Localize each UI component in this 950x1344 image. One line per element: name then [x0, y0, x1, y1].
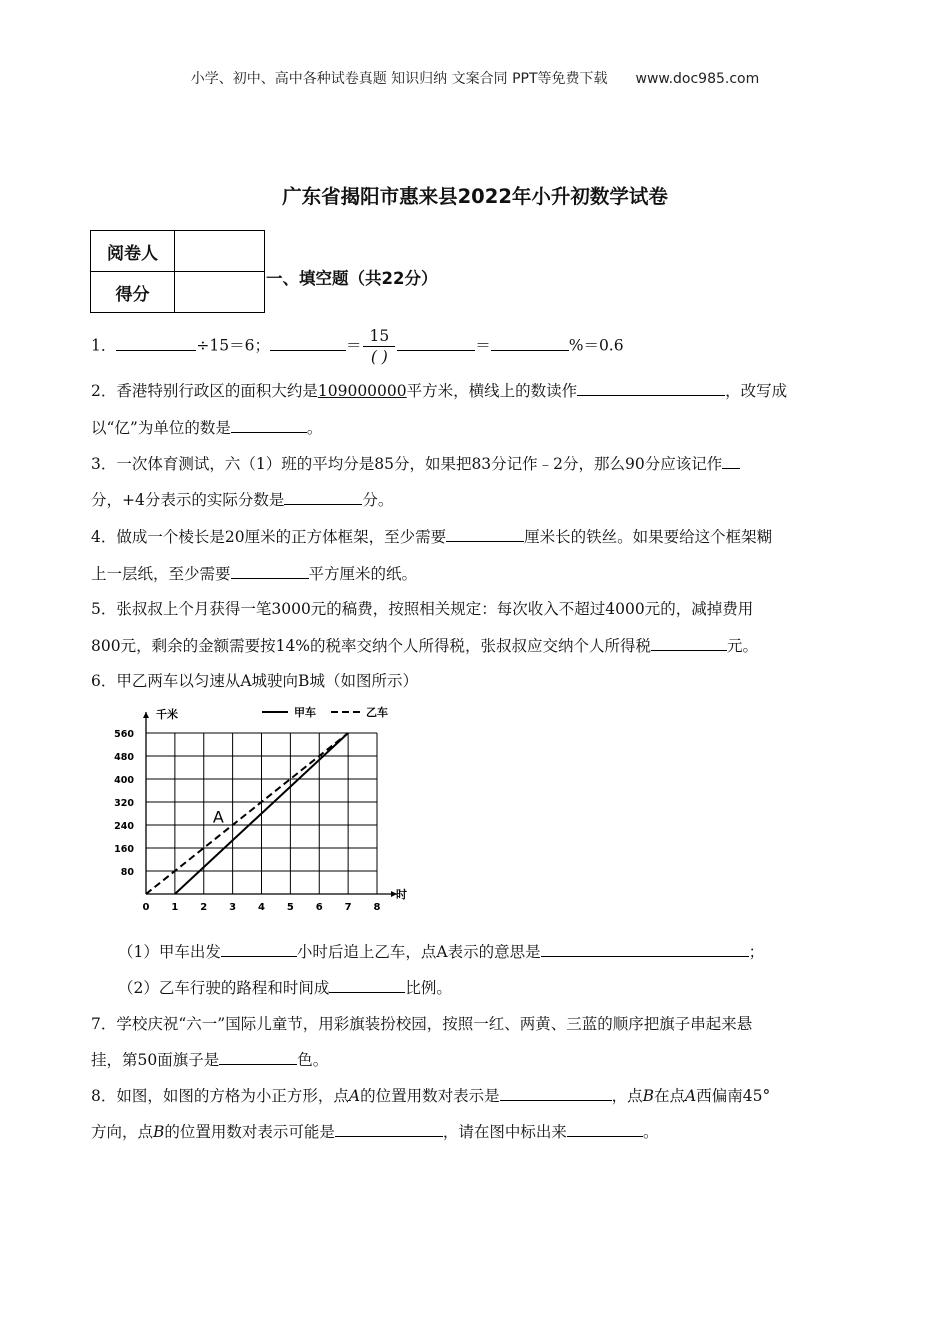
q4-text-d: 平方厘米的纸。 [308, 565, 418, 583]
q8-point-b-2: B [153, 1123, 165, 1141]
series-line-yi [146, 733, 348, 894]
x-tick-label: 2 [200, 902, 208, 913]
q7-text-c: 色。 [297, 1051, 329, 1069]
q8-text-a: 8．如图，如图的方格为小正方形，点 [91, 1087, 349, 1105]
q4-text-b: 厘米长的铁丝。如果要给这个框架糊 [524, 528, 773, 546]
q1-tail: %＝0.6 [568, 336, 624, 355]
x-tick-label: 7 [344, 902, 352, 913]
x-tick-label: 4 [258, 902, 265, 913]
question-6-sub1 [118, 941, 908, 963]
q6-sub2-text-a: （2）乙车行驶的路程和时间成 [118, 979, 330, 997]
q8-text-b: 的位置用数对表示是 [360, 1087, 500, 1105]
q1-fraction [363, 326, 395, 367]
q1-blank-3[interactable] [397, 336, 475, 351]
q5-text-c: 元。 [727, 637, 759, 655]
q8-blank-3[interactable] [567, 1122, 643, 1137]
q6-blank-1[interactable] [221, 942, 297, 957]
fraction-numerator: 15 [363, 326, 395, 347]
question-6 [91, 670, 881, 692]
point-a-label: A [212, 807, 224, 827]
score-box[interactable] [175, 272, 265, 313]
q1-blank-4[interactable] [491, 336, 569, 351]
question-7 [91, 1013, 881, 1035]
question-2-cont [91, 417, 881, 439]
question-3 [91, 453, 881, 475]
q4-blank-2[interactable] [231, 564, 309, 579]
q8-point-a: A [348, 1087, 361, 1105]
score-table [90, 230, 265, 313]
question-2 [91, 380, 881, 402]
q1-blank-2[interactable] [270, 336, 346, 351]
reviewer-label: 阅卷人 [91, 231, 175, 272]
q8-text-h: ，请在图中标出来 [442, 1123, 567, 1141]
q2-blank-1[interactable] [577, 381, 725, 396]
question-7-cont [91, 1049, 881, 1071]
q1-blank-1[interactable] [116, 336, 196, 351]
q6-sub1-text-a: （1）甲车出发 [118, 943, 221, 961]
y-tick-label: 80 [120, 867, 134, 878]
header-url[interactable]: www.doc985.com [635, 71, 760, 87]
header-text: 小学、初中、高中各种试卷真题 知识归纳 文案合同 PPT等免费下载 [190, 71, 608, 87]
q8-text-g: 的位置用数对表示可能是 [164, 1123, 335, 1141]
y-tick-label: 560 [114, 729, 134, 740]
q1-number: 1． [91, 336, 117, 355]
page-header [0, 68, 950, 88]
q6-blank-3[interactable] [329, 978, 405, 993]
legend-label-yi: 乙车 [366, 706, 388, 719]
q8-point-a-2: A [685, 1087, 697, 1105]
q5-blank[interactable] [651, 636, 727, 651]
q1-eq: ＝ [345, 336, 362, 355]
question-4-cont [91, 563, 881, 585]
question-3-cont [91, 489, 881, 511]
q8-point-b: B [642, 1087, 654, 1105]
y-tick-label: 160 [114, 844, 134, 855]
q4-blank-1[interactable] [446, 527, 524, 542]
question-6-sub2 [118, 977, 908, 999]
question-5 [91, 598, 881, 620]
chart-legend [262, 705, 388, 719]
x-tick-label: 6 [315, 902, 323, 913]
q2-text-d: 以“亿”为单位的数是 [91, 419, 231, 437]
q2-blank-2[interactable] [231, 418, 307, 433]
legend-label-jia: 甲车 [294, 706, 316, 719]
x-tick-label: 5 [286, 902, 294, 913]
q2-text-c: ，改写成 [725, 382, 788, 400]
y-axis-label: 千米 [156, 708, 178, 721]
q6-sub2-text-b: 比例。 [405, 979, 452, 997]
q2-text-b: 平方米，横线上的数读作 [406, 382, 578, 400]
x-tick-label: 0 [142, 902, 150, 913]
q7-text-a: 7．学校庆祝“六一”国际儿童节，用彩旗装扮校园，按照一红、两黄、三蓝的顺序把旗子串起来悬 [91, 1015, 753, 1033]
question-4 [91, 526, 881, 548]
page-title: 广东省揭阳市惠来县2022年小升初数学试卷 [282, 185, 668, 208]
question-5-cont [91, 635, 881, 657]
y-tick-label: 400 [114, 775, 134, 786]
x-tick-label: 1 [171, 902, 179, 913]
q2-text-a: 2．香港特别行政区的面积大约是 [91, 382, 318, 400]
q2-text-e: 。 [306, 419, 323, 437]
q5-text-a: 5．张叔叔上个月获得一笔3000元的稿费，按照相关规定：每次收入不超过4000元的，减掉费用 [91, 600, 754, 618]
question-8 [91, 1085, 881, 1107]
reviewer-box[interactable] [175, 231, 265, 272]
q6-blank-2[interactable] [541, 942, 749, 957]
q6-sub1-text-c: ； [748, 943, 765, 961]
q2-underlined-number: 109000000 [317, 382, 407, 400]
chart-series [146, 733, 348, 894]
q8-text-c: ，点 [611, 1087, 643, 1105]
q8-blank-1[interactable] [500, 1086, 612, 1101]
distance-time-chart [108, 700, 418, 922]
q3-text-a: 3．一次体育测试，六（1）班的平均分是85分，如果把83分记作﹣2分，那么90分应该记作 [91, 455, 723, 473]
y-tick-label: 320 [114, 798, 134, 809]
question-1 [91, 326, 881, 367]
q7-text-b: 挂，第50面旗子是 [91, 1051, 220, 1069]
q4-text-c: 上一层纸，至少需要 [91, 565, 231, 583]
x-tick-label: 8 [373, 902, 381, 913]
q6-text-a: 6．甲乙两车以匀速从A城驶向B城（如图所示） [91, 672, 418, 690]
q5-text-b: 800元，剩余的金额需要按14%的税率交纳个人所得税，张叔叔应交纳个人所得税 [91, 637, 652, 655]
y-tick-label: 480 [114, 752, 134, 763]
q6-sub1-text-b: 小时后追上乙车，点A表示的意思是 [296, 943, 541, 961]
fraction-denominator[interactable]: ( ) [370, 348, 388, 366]
q8-text-d: 在点 [654, 1087, 686, 1105]
question-8-cont [91, 1121, 881, 1143]
q8-text-f: 方向，点 [91, 1123, 154, 1141]
q3-text-c: 分。 [362, 491, 394, 509]
q7-blank[interactable] [219, 1050, 297, 1065]
q4-text-a: 4．做成一个棱长是20厘米的正方体框架，至少需要 [91, 528, 447, 546]
q8-text-e: 西偏南45° [696, 1087, 771, 1105]
chart-ticks [114, 729, 380, 913]
q3-text-b: 分，+4分表示的实际分数是 [91, 491, 285, 509]
q3-blank-2[interactable] [284, 490, 362, 505]
x-axis-label: 时 [396, 888, 407, 901]
score-label: 得分 [91, 272, 175, 313]
q1-text: ÷15＝6； [196, 336, 270, 355]
x-tick-label: 3 [229, 902, 237, 913]
q1-eq2: ＝ [475, 336, 491, 355]
y-axis-arrow [143, 712, 149, 718]
y-tick-label: 240 [114, 821, 134, 832]
section-heading: 一、填空题（共22分） [266, 269, 438, 288]
q3-blank-1[interactable] [722, 454, 740, 469]
q8-text-i: 。 [642, 1123, 659, 1141]
q8-blank-2[interactable] [335, 1122, 443, 1137]
